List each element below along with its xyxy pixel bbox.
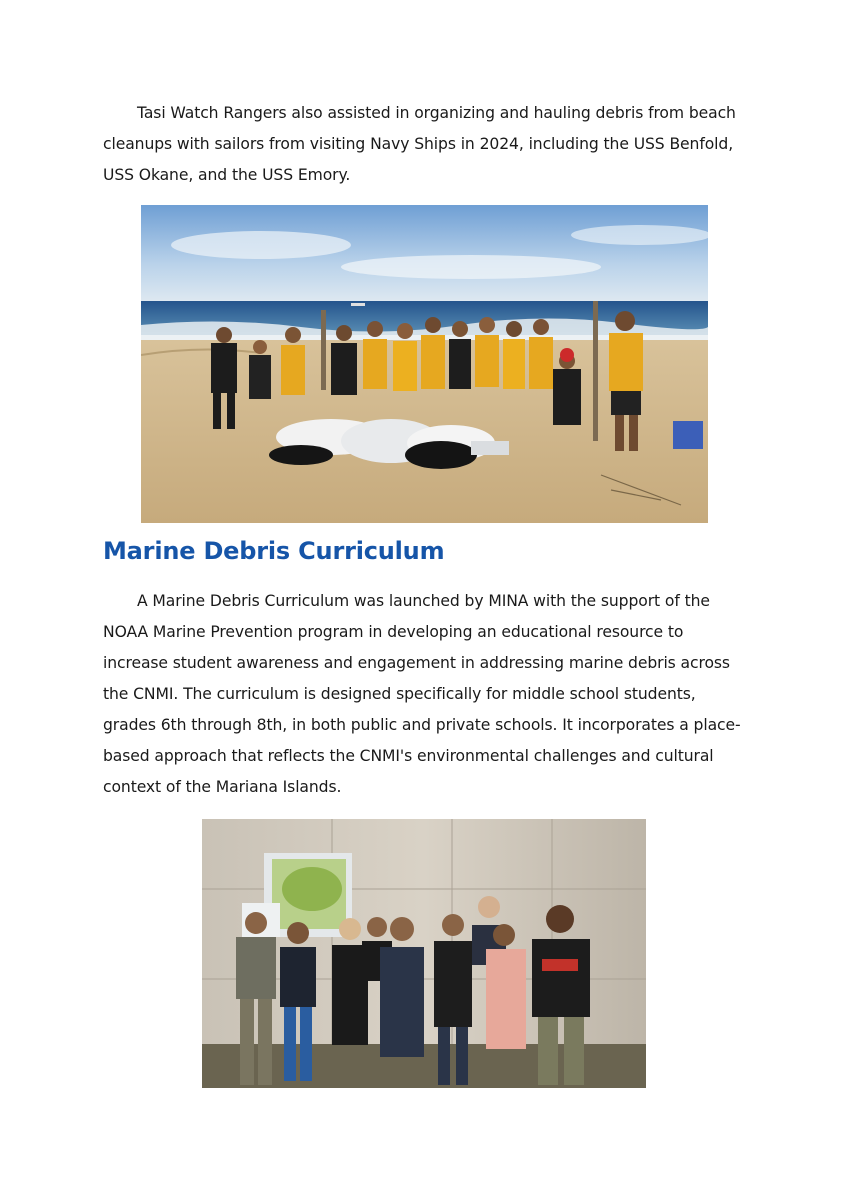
paragraph-rangers [103,98,753,191]
paragraph-curriculum [103,586,753,803]
photo-beach-cleanup [141,205,708,523]
curriculum-team-illustration [202,819,646,1088]
photo-curriculum-team [202,819,646,1088]
paragraph-rangers-text: Tasi Watch Rangers also assisted in organizing and hauling debris from beach cleanups with sailors from visiting Navy Ships in 2024, including the USS Benfold, USS Okane, and the USS Emory. [103,104,736,184]
beach-cleanup-illustration [141,205,708,523]
paragraph-curriculum-text: A Marine Debris Curriculum was launched by MINA with the support of the NOAA Marine Prevention program in developing an educational resource to increase student awareness and engagement in addressing marine debris across the CNMI. The curriculum is designed specifically for middle school students, grades 6th through 8th, in both public and private schools. It incorporates a place-based approach that reflects the CNMI's environmental challenges and cultural context of the Mariana Islands. [103,592,741,796]
section-heading-marine-debris-curriculum: Marine Debris Curriculum [103,537,445,565]
